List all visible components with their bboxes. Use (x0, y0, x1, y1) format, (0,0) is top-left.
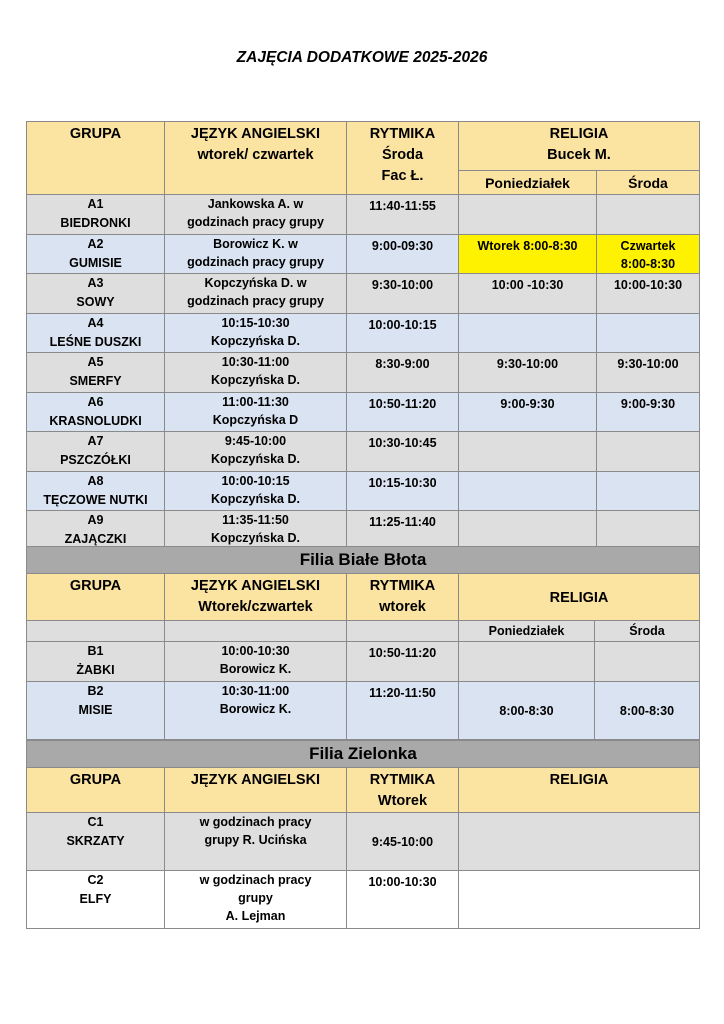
religia-sroda-cell-line: 8:00-8:30 (620, 257, 676, 271)
group-cell (27, 871, 165, 929)
group-name: ZAJĄCZKI (64, 532, 127, 546)
schedule-main-table (26, 121, 700, 551)
religia-sroda-cell-line: Czwartek (620, 239, 676, 253)
english-cell-line: 10:30-11:00 (221, 684, 290, 698)
english-cell (165, 235, 347, 274)
group-name: GUMISIE (69, 256, 122, 270)
table-row (27, 314, 700, 353)
group-name: SKRZATY (66, 834, 125, 848)
group-name: ŻABKI (76, 663, 115, 677)
english-cell (165, 871, 347, 929)
group-cell (27, 195, 165, 235)
group-cell (27, 393, 165, 432)
page-title: ZAJĘCIA DODATKOWE 2025-2026 (236, 49, 488, 66)
rytmika-cell: 10:00-10:15 (347, 314, 459, 353)
religia-sroda-cell (597, 195, 700, 235)
group-name: TĘCZOWE NUTKI (43, 493, 148, 507)
header-religia: RELIGIA (459, 768, 700, 813)
english-cell-line: Kopczyńska D. (211, 373, 300, 387)
header-rytmika-title: RYTMIKA (369, 578, 436, 594)
rytmika-cell: 10:50-11:20 (347, 393, 459, 432)
group-name: ELFY (79, 892, 112, 906)
english-cell-line: 9:45-10:00 (224, 434, 287, 448)
group-code: A1 (87, 197, 104, 211)
group-cell (27, 511, 165, 551)
table-row (27, 393, 700, 432)
english-cell-line: 11:00-11:30 (222, 395, 289, 409)
religia-sroda-cell: 10:00-10:30 (597, 274, 700, 314)
group-cell (27, 314, 165, 353)
group-code: A5 (87, 355, 104, 369)
group-cell (27, 813, 165, 871)
english-cell-line: Kopczyńska D (212, 413, 299, 427)
religia-pon-cell: Wtorek 8:00-8:30 (459, 235, 597, 274)
english-cell-line: godzinach pracy grupy (187, 255, 324, 269)
group-name: SMERFY (69, 374, 122, 388)
rytmika-cell: 10:00-10:30 (347, 871, 459, 929)
english-cell-line: 10:15-10:30 (221, 316, 290, 330)
religia-pon-cell (459, 432, 597, 472)
header-rytmika-title: RYTMIKA (369, 126, 436, 142)
english-cell-line: A. Lejman (225, 909, 286, 923)
group-name: MISIE (78, 703, 113, 717)
english-cell (165, 353, 347, 393)
header-rytmika (347, 574, 459, 621)
table-row (27, 353, 700, 393)
english-cell-line: 10:00-10:15 (221, 474, 290, 488)
english-cell-line: w godzinach pracy (199, 873, 312, 887)
religia-pon-cell (459, 511, 597, 551)
table-row (27, 642, 700, 682)
header-grupa: GRUPA (27, 122, 165, 195)
group-code: A6 (87, 395, 104, 409)
header-angielski (165, 122, 347, 195)
header-religia-teacher: Bucek M. (547, 147, 611, 163)
religia-pon-cell: 9:30-10:00 (459, 353, 597, 393)
table-row (27, 511, 700, 551)
religia-sroda-cell: 8:00-8:30 (595, 682, 700, 740)
group-cell (27, 682, 165, 740)
header-rytmika-teacher: Fac Ł. (381, 168, 424, 184)
rytmika-cell: 9:45-10:00 (347, 813, 459, 871)
rytmika-cell: 10:30-10:45 (347, 432, 459, 472)
header-angielski: JĘZYK ANGIELSKI (165, 768, 347, 813)
group-code: A3 (87, 276, 104, 290)
religia-sroda-cell: 9:00-9:30 (597, 393, 700, 432)
table-row (27, 235, 700, 274)
group-code: A8 (87, 474, 104, 488)
english-cell (165, 314, 347, 353)
group-name: PSZCZÓŁKI (60, 453, 131, 467)
group-cell (27, 353, 165, 393)
english-cell (165, 472, 347, 511)
rytmika-cell: 11:40-11:55 (347, 195, 459, 235)
group-name: LEŚNE DUSZKI (49, 335, 142, 349)
english-cell-line: grupy R. Ucińska (204, 833, 307, 847)
table-row (27, 682, 700, 740)
header-angielski-title: JĘZYK ANGIELSKI (190, 126, 321, 142)
english-cell-line: Borowicz K. (219, 702, 292, 716)
group-cell (27, 235, 165, 274)
group-name: SOWY (76, 295, 115, 309)
english-cell (165, 642, 347, 682)
religia-pon-cell: 9:00-9:30 (459, 393, 597, 432)
religia-sroda-cell (597, 314, 700, 353)
group-code: A2 (87, 237, 104, 251)
english-cell-line: Kopczyńska D. w (204, 276, 307, 290)
header-angielski-days: wtorek/ czwartek (197, 147, 314, 163)
header-rytmika-title: RYTMIKA (369, 772, 436, 788)
english-cell-line: grupy (238, 891, 273, 905)
religia-sroda-cell (597, 235, 700, 274)
header-rytmika-day: Środa (381, 147, 424, 163)
header-angielski-title: JĘZYK ANGIELSKI (190, 578, 321, 594)
header-religia-title: RELIGIA (549, 126, 609, 142)
rytmika-cell: 9:00-09:30 (347, 235, 459, 274)
english-cell (165, 682, 347, 740)
header-grupa: GRUPA (27, 768, 165, 813)
rytmika-cell: 10:15-10:30 (347, 472, 459, 511)
religia-pon-cell: 8:00-8:30 (459, 682, 595, 740)
religia-sroda-cell (595, 642, 700, 682)
english-cell (165, 432, 347, 472)
group-code: B2 (87, 684, 104, 698)
english-cell-line: Kopczyńska D. (211, 531, 300, 545)
group-cell (27, 472, 165, 511)
rytmika-cell: 11:25-11:40 (347, 511, 459, 551)
religia-sroda-cell (597, 511, 700, 551)
header-sroda: Środa (597, 171, 700, 195)
table-row (27, 472, 700, 511)
section-band-biale-blota: Filia Białe Błota (27, 547, 700, 574)
religia-pon-cell (459, 642, 595, 682)
english-cell-line: Kopczyńska D. (211, 334, 300, 348)
english-cell-line: godzinach pracy grupy (187, 215, 324, 229)
rytmika-cell: 9:30-10:00 (347, 274, 459, 314)
header-poniedzialek: Poniedziałek (459, 621, 595, 642)
religia-sroda-cell (597, 432, 700, 472)
english-cell-line: 10:00-10:30 (221, 644, 290, 658)
header-religia: RELIGIA (459, 574, 700, 621)
group-name: BIEDRONKI (60, 216, 131, 230)
group-code: A9 (87, 513, 104, 527)
english-cell-line: Kopczyńska D. (211, 452, 300, 466)
group-cell (27, 274, 165, 314)
english-cell (165, 393, 347, 432)
section-band-zielonka: Filia Zielonka (27, 741, 700, 768)
english-cell-line: Borowicz K. (219, 662, 292, 676)
blank-cell (27, 621, 165, 642)
english-cell-line: godzinach pracy grupy (187, 294, 324, 308)
rytmika-cell: 8:30-9:00 (347, 353, 459, 393)
english-cell (165, 274, 347, 314)
english-cell-line: w godzinach pracy (199, 815, 312, 829)
group-code: B1 (87, 644, 104, 658)
group-cell (27, 432, 165, 472)
english-cell-line: 10:30-11:00 (221, 355, 290, 369)
table-row (27, 813, 700, 871)
group-code: C2 (87, 873, 104, 887)
english-cell (165, 195, 347, 235)
header-rytmika-day: wtorek (379, 599, 426, 615)
rytmika-cell: 11:20-11:50 (347, 682, 459, 740)
group-cell (27, 642, 165, 682)
group-name: KRASNOLUDKI (49, 414, 142, 428)
english-cell-line: 11:35-11:50 (222, 513, 289, 527)
religia-cell (459, 813, 700, 871)
header-rytmika (347, 122, 459, 195)
header-angielski-days: Wtorek/czwartek (198, 599, 313, 615)
header-rytmika-day: Wtorek (377, 793, 428, 809)
table-row (27, 871, 700, 929)
religia-cell (459, 871, 700, 929)
header-religia (459, 122, 700, 171)
table-row (27, 432, 700, 472)
religia-sroda-cell (597, 472, 700, 511)
religia-sroda-cell: 9:30-10:00 (597, 353, 700, 393)
english-cell (165, 813, 347, 871)
table-row (27, 195, 700, 235)
header-angielski (165, 574, 347, 621)
english-cell-line: Jankowska A. w (207, 197, 304, 211)
english-cell-line: Borowicz K. w (213, 237, 298, 251)
group-code: A7 (87, 434, 104, 448)
table-row (27, 274, 700, 314)
religia-pon-cell (459, 195, 597, 235)
blank-cell (165, 621, 347, 642)
header-sroda: Środa (595, 621, 700, 642)
schedule-biale-table (26, 546, 700, 740)
religia-pon-cell: 10:00 -10:30 (459, 274, 597, 314)
religia-pon-cell (459, 314, 597, 353)
header-poniedzialek: Poniedziałek (459, 171, 597, 195)
schedule-zielonka-table (26, 740, 700, 929)
english-cell-line: Kopczyńska D. (211, 492, 300, 506)
religia-pon-cell (459, 472, 597, 511)
header-grupa: GRUPA (27, 574, 165, 621)
header-rytmika (347, 768, 459, 813)
rytmika-cell: 10:50-11:20 (347, 642, 459, 682)
group-code: A4 (87, 316, 104, 330)
blank-cell (347, 621, 459, 642)
english-cell (165, 511, 347, 551)
group-code: C1 (87, 815, 104, 829)
